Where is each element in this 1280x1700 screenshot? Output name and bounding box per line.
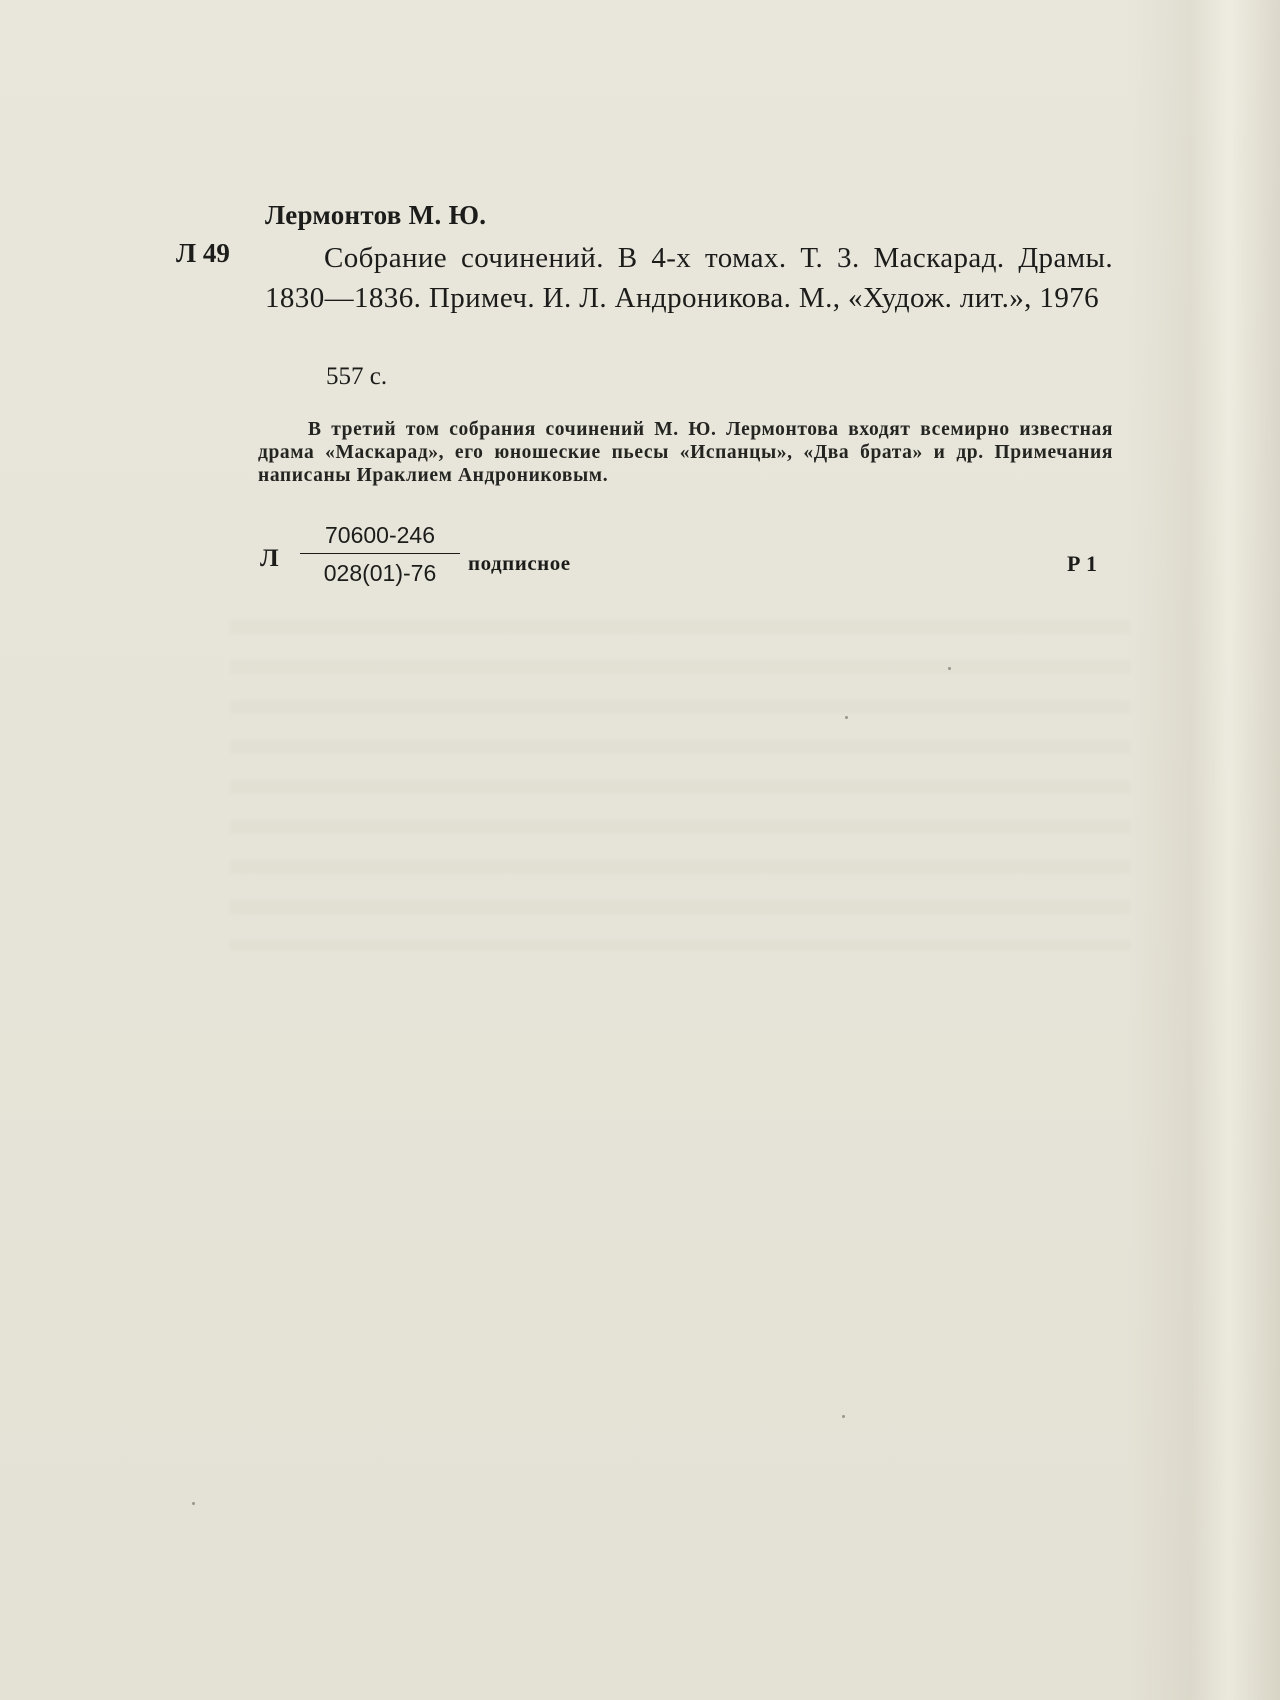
paper-speck bbox=[842, 1415, 845, 1418]
paper-speck bbox=[192, 1502, 195, 1505]
fraction-line bbox=[300, 553, 460, 554]
subscription-note: подписное bbox=[468, 551, 571, 575]
paper-speck bbox=[948, 667, 951, 670]
index-numerator: 70600-246 bbox=[325, 522, 435, 548]
shelf-mark: Л 49 bbox=[176, 238, 230, 268]
paper-speck bbox=[845, 716, 848, 719]
index-denominator: 028(01)-76 bbox=[323, 560, 437, 586]
index-letter: Л bbox=[260, 545, 279, 572]
annotation-text: В третий том собрания сочинений М. Ю. Лермонтова входят всемирно известная драма «Маскарад», его юношеские пьесы «Испанцы», «Два брата» и др. Примечания написаны Ираклием Андрониковым. bbox=[258, 419, 1113, 486]
author-heading: Лермонтов М. Ю. bbox=[265, 200, 487, 230]
page-count: 557 с. bbox=[326, 363, 388, 390]
classification-code: Р 1 bbox=[1067, 551, 1097, 576]
show-through-text bbox=[230, 620, 1130, 950]
index-fraction bbox=[300, 520, 460, 588]
bibliographic-entry: Собрание сочинений. В 4-х томах. Т. 3. Маскарад. Драмы. 1830—1836. Примеч. И. Л. Андроникова. М., «Худож. лит.», 1976 bbox=[265, 242, 1113, 314]
